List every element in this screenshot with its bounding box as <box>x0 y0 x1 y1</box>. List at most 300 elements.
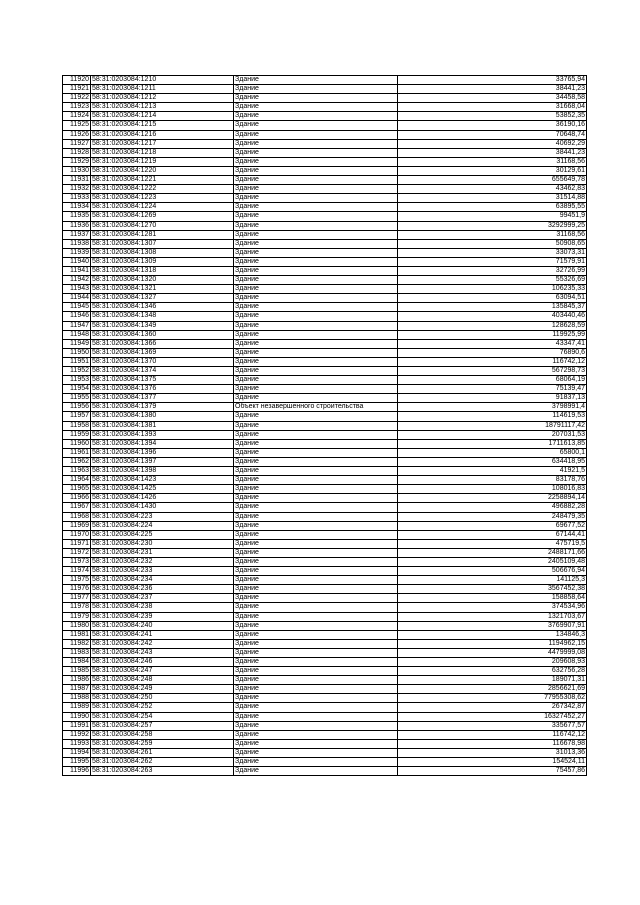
row-number-cell: 11938 <box>63 239 91 248</box>
row-number-cell: 11973 <box>63 557 91 566</box>
cadastral-number-cell: 58:31:0203084:1212 <box>91 94 234 103</box>
cadastral-value-cell: 91837,13 <box>398 394 587 403</box>
cadastral-number-cell: 58:31:0203084:234 <box>91 576 234 585</box>
row-number-cell: 11961 <box>63 448 91 457</box>
object-type-cell: Здание <box>234 439 398 448</box>
row-number-cell: 11935 <box>63 212 91 221</box>
cadastral-value-cell: 1194962,15 <box>398 639 587 648</box>
cadastral-value-cell: 3769907,91 <box>398 621 587 630</box>
object-type-cell: Здание <box>234 594 398 603</box>
cadastral-value-cell: 134846,3 <box>398 630 587 639</box>
cadastral-number-cell: 58:31:0203084:1307 <box>91 239 234 248</box>
object-type-cell: Здание <box>234 212 398 221</box>
cadastral-number-cell: 58:31:0203084:248 <box>91 676 234 685</box>
table-row <box>63 676 587 685</box>
table-row <box>63 667 587 676</box>
cadastral-number-cell: 58:31:0203084:1215 <box>91 121 234 130</box>
table-row <box>63 530 587 539</box>
table-row <box>63 303 587 312</box>
row-number-cell: 11946 <box>63 312 91 321</box>
table-row <box>63 376 587 385</box>
cadastral-number-cell: 58:31:0203084:233 <box>91 567 234 576</box>
object-type-cell: Здание <box>234 730 398 739</box>
object-type-cell: Здание <box>234 658 398 667</box>
row-number-cell: 11990 <box>63 712 91 721</box>
object-type-cell: Здание <box>234 203 398 212</box>
cadastral-value-cell: 38441,23 <box>398 85 587 94</box>
table-row <box>63 166 587 175</box>
table-row <box>63 594 587 603</box>
cadastral-number-cell: 58:31:0203084:1349 <box>91 321 234 330</box>
cadastral-value-cell: 31013,36 <box>398 748 587 757</box>
cadastral-value-cell: 209608,93 <box>398 658 587 667</box>
object-type-cell: Здание <box>234 621 398 630</box>
cadastral-number-cell: 58:31:0203084:247 <box>91 667 234 676</box>
cadastral-value-cell: 106235,33 <box>398 285 587 294</box>
cadastral-number-cell: 58:31:0203084:1320 <box>91 276 234 285</box>
row-number-cell: 11943 <box>63 285 91 294</box>
cadastral-number-cell: 58:31:0203084:230 <box>91 539 234 548</box>
object-type-cell: Здание <box>234 485 398 494</box>
cadastral-number-cell: 58:31:0203084:1376 <box>91 385 234 394</box>
table-row <box>63 367 587 376</box>
object-type-cell: Здание <box>234 457 398 466</box>
cadastral-number-cell: 58:31:0203084:1216 <box>91 130 234 139</box>
table-row <box>63 203 587 212</box>
cadastral-value-cell: 31514,88 <box>398 194 587 203</box>
row-number-cell: 11955 <box>63 394 91 403</box>
cadastral-value-cell: 2488171,66 <box>398 548 587 557</box>
table-row <box>63 285 587 294</box>
cadastral-value-cell: 128628,59 <box>398 321 587 330</box>
table-row <box>63 539 587 548</box>
row-number-cell: 11965 <box>63 485 91 494</box>
table-row <box>63 266 587 275</box>
object-type-cell: Здание <box>234 703 398 712</box>
table-row <box>63 221 587 230</box>
cadastral-number-cell: 58:31:0203084:1397 <box>91 457 234 466</box>
cadastral-value-cell: 34458,58 <box>398 94 587 103</box>
cadastral-value-cell: 99451,9 <box>398 212 587 221</box>
row-number-cell: 11978 <box>63 603 91 612</box>
cadastral-number-cell: 58:31:0203084:249 <box>91 685 234 694</box>
row-number-cell: 11934 <box>63 203 91 212</box>
table-row <box>63 567 587 576</box>
object-type-cell: Здание <box>234 721 398 730</box>
cadastral-value-cell: 75139,47 <box>398 385 587 394</box>
table-row <box>63 421 587 430</box>
object-type-cell: Здание <box>234 376 398 385</box>
object-type-cell: Здание <box>234 557 398 566</box>
cadastral-number-cell: 58:31:0203084:1369 <box>91 348 234 357</box>
cadastral-value-cell: 31168,56 <box>398 157 587 166</box>
cadastral-value-cell: 32726,99 <box>398 266 587 275</box>
cadastral-number-cell: 58:31:0203084:1217 <box>91 139 234 148</box>
object-type-cell: Здание <box>234 758 398 767</box>
object-type-cell: Объект незавершенного строительства <box>234 403 398 412</box>
table-row <box>63 148 587 157</box>
object-type-cell: Здание <box>234 539 398 548</box>
cadastral-number-cell: 58:31:0203084:250 <box>91 694 234 703</box>
object-type-cell: Здание <box>234 767 398 776</box>
row-number-cell: 11971 <box>63 539 91 548</box>
cadastral-number-cell: 58:31:0203084:1381 <box>91 421 234 430</box>
cadastral-value-cell: 634418,95 <box>398 457 587 466</box>
object-type-cell: Здание <box>234 503 398 512</box>
object-type-cell: Здание <box>234 630 398 639</box>
object-type-cell: Здание <box>234 148 398 157</box>
row-number-cell: 11953 <box>63 376 91 385</box>
row-number-cell: 11933 <box>63 194 91 203</box>
table-row <box>63 685 587 694</box>
row-number-cell: 11957 <box>63 412 91 421</box>
cadastral-value-cell: 50908,65 <box>398 239 587 248</box>
table-row <box>63 403 587 412</box>
object-type-cell: Здание <box>234 676 398 685</box>
object-type-cell: Здание <box>234 85 398 94</box>
table-row <box>63 257 587 266</box>
object-type-cell: Здание <box>234 94 398 103</box>
row-number-cell: 11975 <box>63 576 91 585</box>
cadastral-number-cell: 58:31:0203084:1308 <box>91 248 234 257</box>
cadastral-value-cell: 116742,12 <box>398 357 587 366</box>
cadastral-number-cell: 58:31:0203084:1224 <box>91 203 234 212</box>
row-number-cell: 11924 <box>63 112 91 121</box>
cadastral-number-cell: 58:31:0203084:1211 <box>91 85 234 94</box>
row-number-cell: 11926 <box>63 130 91 139</box>
object-type-cell: Здание <box>234 330 398 339</box>
object-type-cell: Здание <box>234 494 398 503</box>
cadastral-number-cell: 58:31:0203084:1394 <box>91 439 234 448</box>
table-row <box>63 521 587 530</box>
row-number-cell: 11954 <box>63 385 91 394</box>
cadastral-number-cell: 58:31:0203084:240 <box>91 621 234 630</box>
table-row <box>63 339 587 348</box>
object-type-cell: Здание <box>234 448 398 457</box>
cadastral-value-cell: 158858,64 <box>398 594 587 603</box>
object-type-cell: Здание <box>234 239 398 248</box>
cadastral-number-cell: 58:31:0203084:1213 <box>91 103 234 112</box>
table-row <box>63 130 587 139</box>
cadastral-value-cell: 1711613,85 <box>398 439 587 448</box>
cadastral-value-cell: 116742,12 <box>398 730 587 739</box>
table-row <box>63 603 587 612</box>
cadastral-number-cell: 58:31:0203084:261 <box>91 748 234 757</box>
object-type-cell: Здание <box>234 421 398 430</box>
cadastral-value-cell: 16327452,27 <box>398 712 587 721</box>
cadastral-value-cell: 2405109,48 <box>398 557 587 566</box>
table-row <box>63 112 587 121</box>
cadastral-number-cell: 58:31:0203084:237 <box>91 594 234 603</box>
cadastral-value-cell: 31668,04 <box>398 103 587 112</box>
table-row <box>63 385 587 394</box>
object-type-cell: Здание <box>234 185 398 194</box>
table-row <box>63 767 587 776</box>
cadastral-number-cell: 58:31:0203084:1327 <box>91 294 234 303</box>
cadastral-value-cell: 31168,56 <box>398 230 587 239</box>
cadastral-value-cell: 63094,51 <box>398 294 587 303</box>
table-row <box>63 348 587 357</box>
table-row <box>63 730 587 739</box>
table-row <box>63 357 587 366</box>
row-number-cell: 11983 <box>63 648 91 657</box>
cadastral-number-cell: 58:31:0203084:242 <box>91 639 234 648</box>
row-number-cell: 11958 <box>63 421 91 430</box>
object-type-cell: Здание <box>234 603 398 612</box>
cadastral-number-cell: 58:31:0203084:1321 <box>91 285 234 294</box>
row-number-cell: 11992 <box>63 730 91 739</box>
table-row <box>63 185 587 194</box>
table-row <box>63 294 587 303</box>
row-number-cell: 11986 <box>63 676 91 685</box>
table-row <box>63 412 587 421</box>
cadastral-number-cell: 58:31:0203084:239 <box>91 612 234 621</box>
object-type-cell: Здание <box>234 385 398 394</box>
object-type-cell: Здание <box>234 230 398 239</box>
row-number-cell: 11979 <box>63 612 91 621</box>
table-row <box>63 630 587 639</box>
cadastral-value-cell: 141125,3 <box>398 576 587 585</box>
row-number-cell: 11977 <box>63 594 91 603</box>
row-number-cell: 11952 <box>63 367 91 376</box>
object-type-cell: Здание <box>234 139 398 148</box>
row-number-cell: 11931 <box>63 176 91 185</box>
row-number-cell: 11968 <box>63 512 91 521</box>
table-row <box>63 76 587 85</box>
cadastral-value-cell: 108016,83 <box>398 485 587 494</box>
object-type-cell: Здание <box>234 285 398 294</box>
cadastral-number-cell: 58:31:0203084:236 <box>91 585 234 594</box>
cadastral-value-cell: 135845,37 <box>398 303 587 312</box>
table-row <box>63 658 587 667</box>
cadastral-number-cell: 58:31:0203084:1218 <box>91 148 234 157</box>
cadastral-number-cell: 58:31:0203084:243 <box>91 648 234 657</box>
row-number-cell: 11925 <box>63 121 91 130</box>
object-type-cell: Здание <box>234 548 398 557</box>
object-type-cell: Здание <box>234 312 398 321</box>
cadastral-number-cell: 58:31:0203084:1374 <box>91 367 234 376</box>
cadastral-value-table <box>62 75 587 776</box>
cadastral-number-cell: 58:31:0203084:238 <box>91 603 234 612</box>
cadastral-number-cell: 58:31:0203084:1377 <box>91 394 234 403</box>
cadastral-number-cell: 58:31:0203084:1309 <box>91 257 234 266</box>
cadastral-value-cell: 506676,94 <box>398 567 587 576</box>
row-number-cell: 11960 <box>63 439 91 448</box>
cadastral-value-cell: 119925,99 <box>398 330 587 339</box>
cadastral-value-cell: 3292999,25 <box>398 221 587 230</box>
cadastral-value-cell: 70648,74 <box>398 130 587 139</box>
object-type-cell: Здание <box>234 412 398 421</box>
cadastral-value-cell: 33765,94 <box>398 76 587 85</box>
object-type-cell: Здание <box>234 585 398 594</box>
cadastral-value-cell: 248479,35 <box>398 512 587 521</box>
table-row <box>63 330 587 339</box>
row-number-cell: 11993 <box>63 739 91 748</box>
table-row <box>63 467 587 476</box>
row-number-cell: 11941 <box>63 266 91 275</box>
cadastral-value-cell: 30129,61 <box>398 166 587 175</box>
cadastral-number-cell: 58:31:0203084:241 <box>91 630 234 639</box>
table-row <box>63 485 587 494</box>
table-row <box>63 321 587 330</box>
cadastral-number-cell: 58:31:0203084:1348 <box>91 312 234 321</box>
row-number-cell: 11940 <box>63 257 91 266</box>
table-row <box>63 585 587 594</box>
table-row <box>63 503 587 512</box>
cadastral-number-cell: 58:31:0203084:1318 <box>91 266 234 275</box>
object-type-cell: Здание <box>234 567 398 576</box>
cadastral-number-cell: 58:31:0203084:1426 <box>91 494 234 503</box>
cadastral-number-cell: 58:31:0203084:1375 <box>91 376 234 385</box>
table-row <box>63 248 587 257</box>
cadastral-number-cell: 58:31:0203084:1396 <box>91 448 234 457</box>
table-row <box>63 557 587 566</box>
row-number-cell: 11987 <box>63 685 91 694</box>
cadastral-number-cell: 58:31:0203084:232 <box>91 557 234 566</box>
cadastral-value-cell: 496882,28 <box>398 503 587 512</box>
object-type-cell: Здание <box>234 367 398 376</box>
table-row <box>63 758 587 767</box>
table-row <box>63 494 587 503</box>
table-row <box>63 648 587 657</box>
cadastral-number-cell: 58:31:0203084:262 <box>91 758 234 767</box>
object-type-cell: Здание <box>234 266 398 275</box>
cadastral-number-cell: 58:31:0203084:1380 <box>91 412 234 421</box>
cadastral-value-cell: 83178,76 <box>398 476 587 485</box>
cadastral-value-cell: 69677,52 <box>398 521 587 530</box>
cadastral-number-cell: 58:31:0203084:246 <box>91 658 234 667</box>
cadastral-value-cell: 77955308,62 <box>398 694 587 703</box>
object-type-cell: Здание <box>234 257 398 266</box>
table-row <box>63 739 587 748</box>
cadastral-value-cell: 71579,91 <box>398 257 587 266</box>
cadastral-value-cell: 403440,46 <box>398 312 587 321</box>
cadastral-value-cell: 374534,96 <box>398 603 587 612</box>
row-number-cell: 11939 <box>63 248 91 257</box>
row-number-cell: 11963 <box>63 467 91 476</box>
cadastral-value-cell: 3567452,38 <box>398 585 587 594</box>
cadastral-number-cell: 58:31:0203084:1270 <box>91 221 234 230</box>
cadastral-number-cell: 58:31:0203084:1360 <box>91 330 234 339</box>
cadastral-value-cell: 55326,69 <box>398 276 587 285</box>
cadastral-value-cell: 43347,41 <box>398 339 587 348</box>
cadastral-number-cell: 58:31:0203084:263 <box>91 767 234 776</box>
object-type-cell: Здание <box>234 348 398 357</box>
cadastral-number-cell: 58:31:0203084:231 <box>91 548 234 557</box>
table-row <box>63 457 587 466</box>
row-number-cell: 11923 <box>63 103 91 112</box>
object-type-cell: Здание <box>234 612 398 621</box>
cadastral-value-cell: 63895,55 <box>398 203 587 212</box>
table-row <box>63 476 587 485</box>
cadastral-value-cell: 189071,31 <box>398 676 587 685</box>
cadastral-number-cell: 58:31:0203084:1222 <box>91 185 234 194</box>
row-number-cell: 11947 <box>63 321 91 330</box>
cadastral-number-cell: 58:31:0203084:1223 <box>91 194 234 203</box>
row-number-cell: 11949 <box>63 339 91 348</box>
cadastral-value-cell: 36190,16 <box>398 121 587 130</box>
cadastral-value-cell: 3798991,4 <box>398 403 587 412</box>
cadastral-value-cell: 33073,31 <box>398 248 587 257</box>
cadastral-value-cell: 475719,5 <box>398 539 587 548</box>
table-row <box>63 157 587 166</box>
object-type-cell: Здание <box>234 166 398 175</box>
row-number-cell: 11932 <box>63 185 91 194</box>
cadastral-number-cell: 58:31:0203084:1220 <box>91 166 234 175</box>
cadastral-number-cell: 58:31:0203084:1214 <box>91 112 234 121</box>
cadastral-value-cell: 75457,86 <box>398 767 587 776</box>
object-type-cell: Здание <box>234 476 398 485</box>
cadastral-value-cell: 76890,6 <box>398 348 587 357</box>
row-number-cell: 11942 <box>63 276 91 285</box>
cadastral-value-cell: 67144,41 <box>398 530 587 539</box>
row-number-cell: 11981 <box>63 630 91 639</box>
row-number-cell: 11922 <box>63 94 91 103</box>
object-type-cell: Здание <box>234 276 398 285</box>
table-row <box>63 621 587 630</box>
object-type-cell: Здание <box>234 130 398 139</box>
cadastral-number-cell: 58:31:0203084:259 <box>91 739 234 748</box>
object-type-cell: Здание <box>234 648 398 657</box>
table-row <box>63 439 587 448</box>
cadastral-value-cell: 53852,35 <box>398 112 587 121</box>
table-row <box>63 94 587 103</box>
cadastral-value-cell: 207031,53 <box>398 430 587 439</box>
row-number-cell: 11972 <box>63 548 91 557</box>
cadastral-number-cell: 58:31:0203084:225 <box>91 530 234 539</box>
row-number-cell: 11929 <box>63 157 91 166</box>
row-number-cell: 11985 <box>63 667 91 676</box>
table-row <box>63 230 587 239</box>
cadastral-number-cell: 58:31:0203084:258 <box>91 730 234 739</box>
cadastral-number-cell: 58:31:0203084:223 <box>91 512 234 521</box>
cadastral-number-cell: 58:31:0203084:1423 <box>91 476 234 485</box>
row-number-cell: 11928 <box>63 148 91 157</box>
table-row <box>63 239 587 248</box>
cadastral-value-cell: 116678,98 <box>398 739 587 748</box>
object-type-cell: Здание <box>234 176 398 185</box>
row-number-cell: 11920 <box>63 76 91 85</box>
row-number-cell: 11984 <box>63 658 91 667</box>
table-row <box>63 312 587 321</box>
row-number-cell: 11944 <box>63 294 91 303</box>
table-row <box>63 103 587 112</box>
table-row <box>63 548 587 557</box>
row-number-cell: 11974 <box>63 567 91 576</box>
cadastral-number-cell: 58:31:0203084:1281 <box>91 230 234 239</box>
cadastral-number-cell: 58:31:0203084:1398 <box>91 467 234 476</box>
object-type-cell: Здание <box>234 739 398 748</box>
object-type-cell: Здание <box>234 103 398 112</box>
row-number-cell: 11937 <box>63 230 91 239</box>
object-type-cell: Здание <box>234 576 398 585</box>
object-type-cell: Здание <box>234 521 398 530</box>
cadastral-value-cell: 114619,53 <box>398 412 587 421</box>
row-number-cell: 11991 <box>63 721 91 730</box>
table-row <box>63 448 587 457</box>
table-row <box>63 703 587 712</box>
object-type-cell: Здание <box>234 221 398 230</box>
cadastral-number-cell: 58:31:0203084:254 <box>91 712 234 721</box>
row-number-cell: 11945 <box>63 303 91 312</box>
object-type-cell: Здание <box>234 157 398 166</box>
cadastral-number-cell: 58:31:0203084:1346 <box>91 303 234 312</box>
cadastral-value-cell: 4479999,08 <box>398 648 587 657</box>
row-number-cell: 11936 <box>63 221 91 230</box>
object-type-cell: Здание <box>234 394 398 403</box>
row-number-cell: 11966 <box>63 494 91 503</box>
cadastral-value-cell: 1321703,67 <box>398 612 587 621</box>
